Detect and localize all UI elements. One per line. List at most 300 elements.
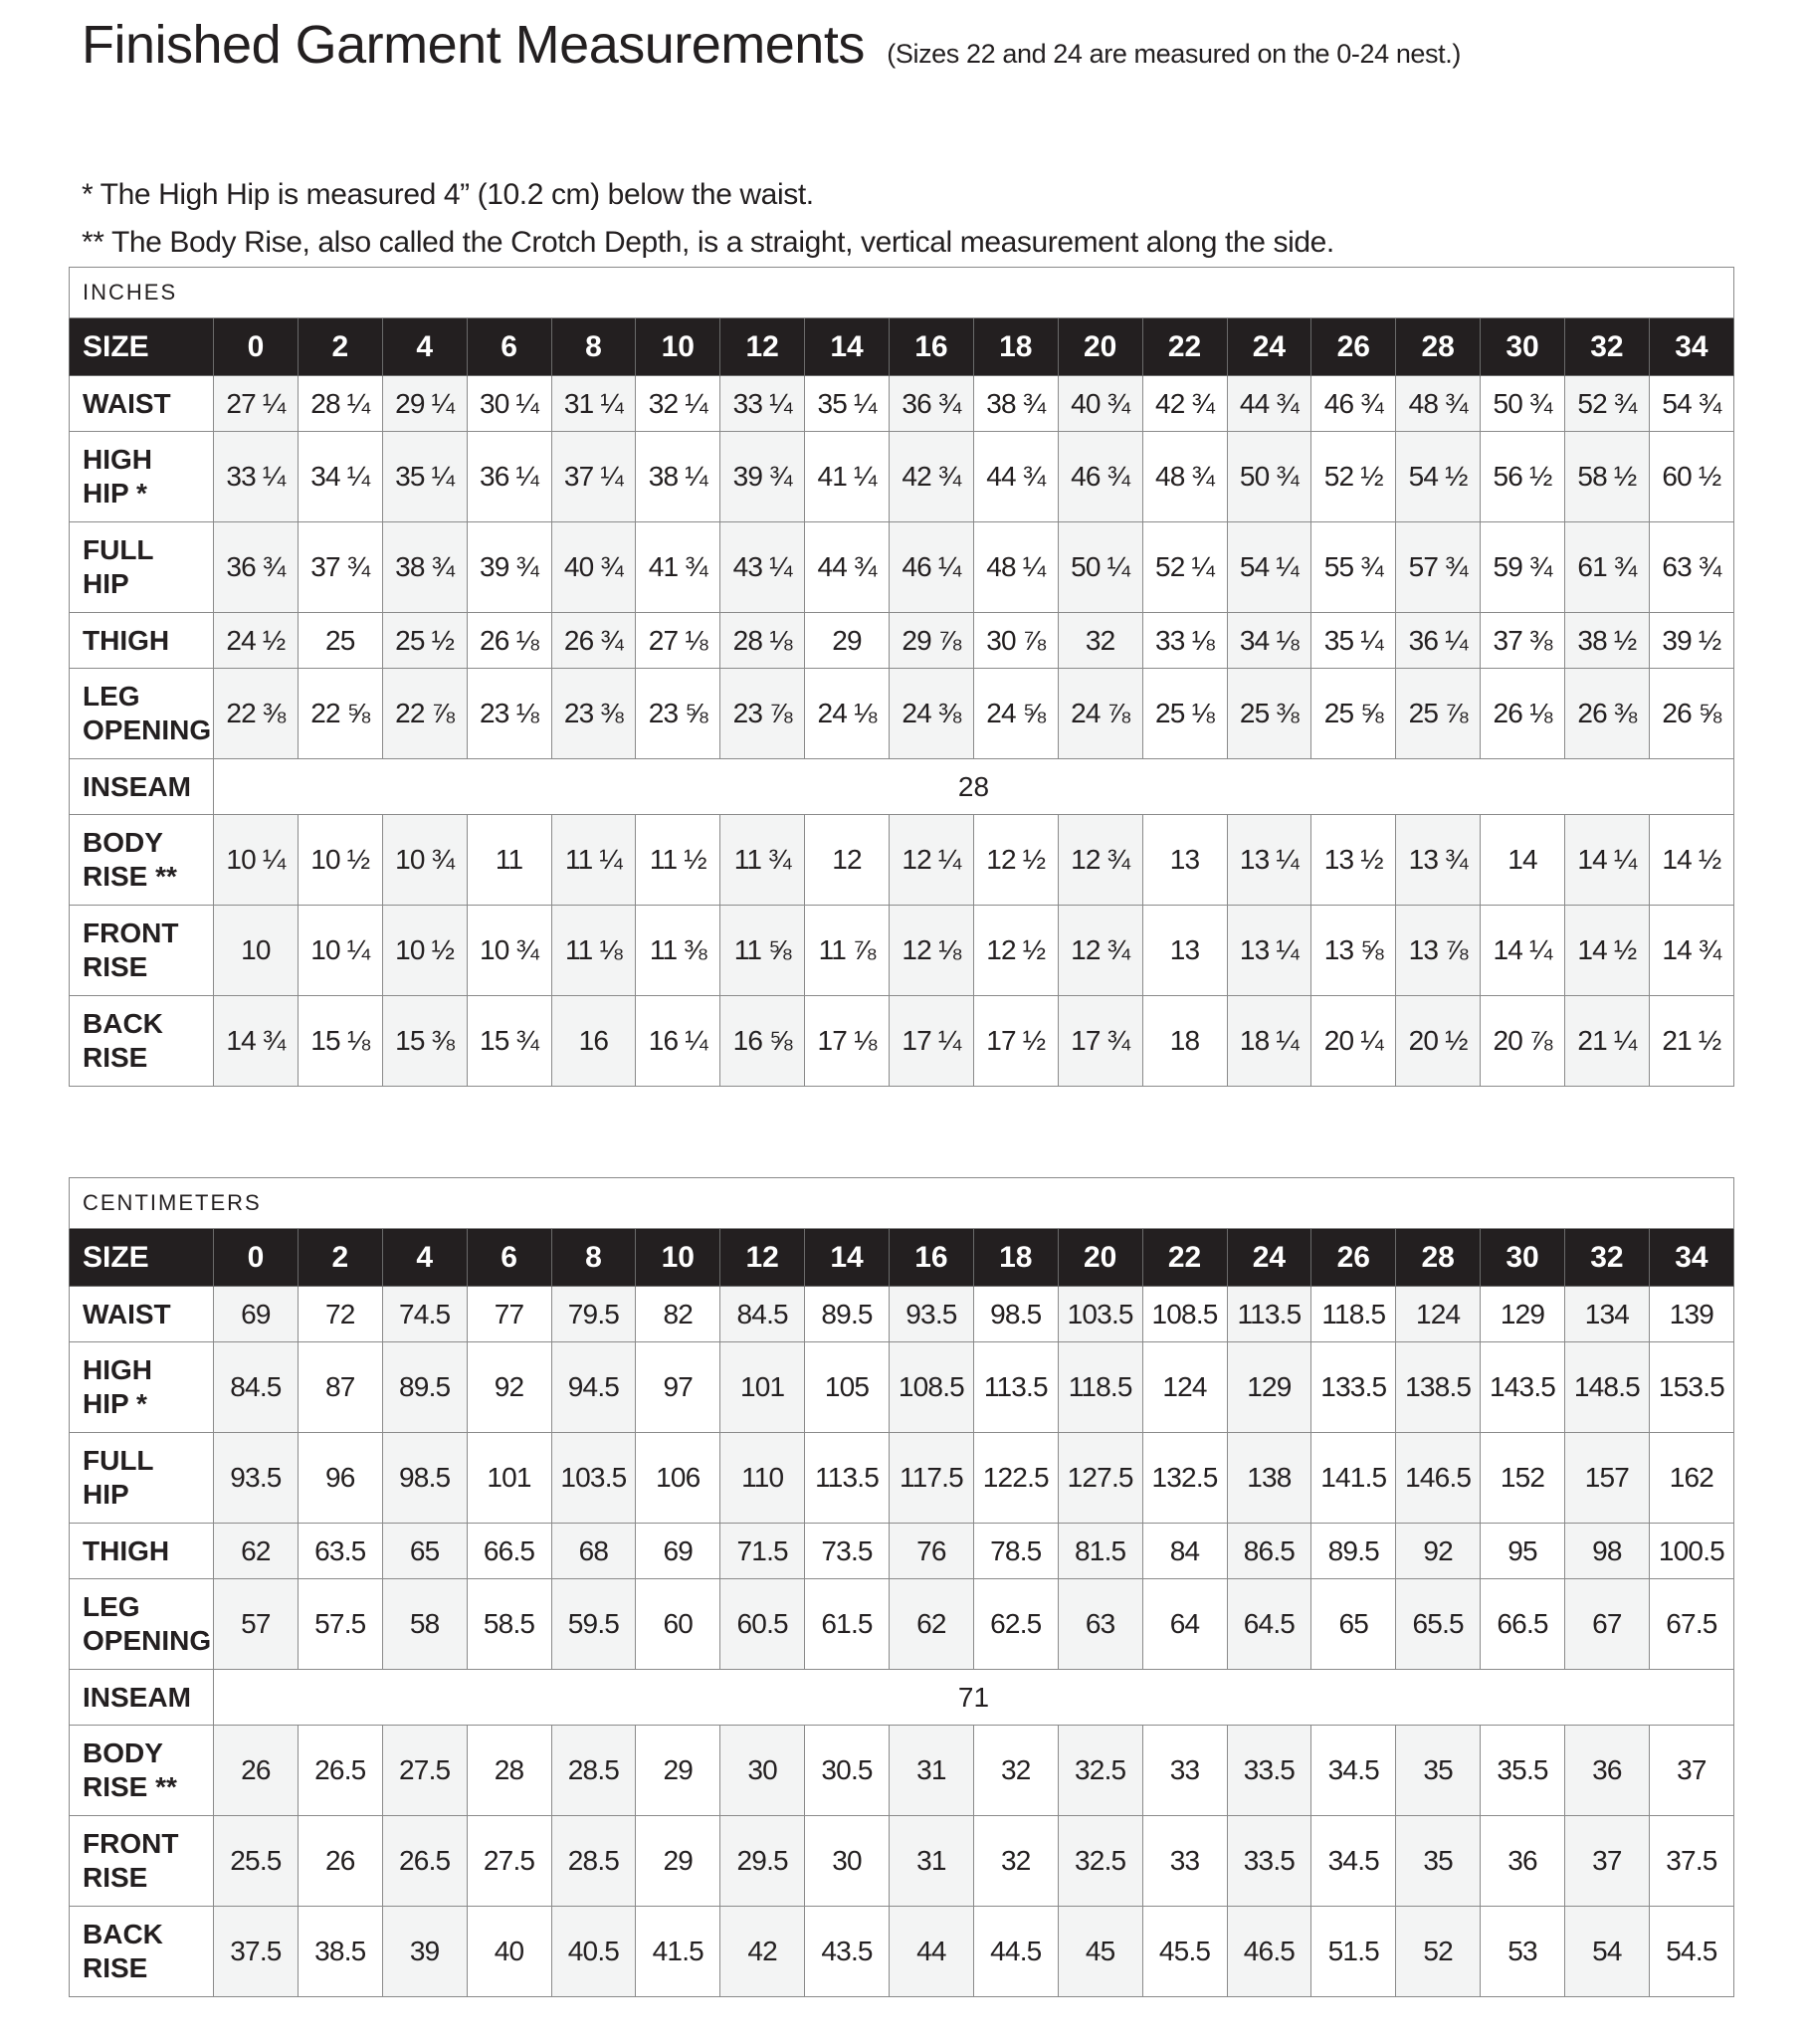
- table-cell: 36 ¼: [1396, 613, 1481, 669]
- table-cell: 32: [1058, 613, 1142, 669]
- table-cell: 17 ¾: [1058, 996, 1142, 1087]
- table-cell: 26.5: [382, 1816, 467, 1907]
- table-cell: 17 ½: [973, 996, 1058, 1087]
- table-row-body-rise: [70, 1726, 1734, 1816]
- size-header-0: 0: [214, 318, 299, 376]
- table-cell: 17 ⅛: [805, 996, 890, 1087]
- row-label-line: HIP: [83, 1479, 129, 1510]
- size-header-28: 28: [1396, 1229, 1481, 1287]
- row-label-line: THIGH: [83, 1534, 170, 1566]
- table-cell: 36: [1481, 1816, 1565, 1907]
- table-cell: 65: [382, 1524, 467, 1579]
- table-cell: 138.5: [1396, 1342, 1481, 1433]
- table-cell: 68: [551, 1524, 636, 1579]
- table-cell: 38 ¾: [973, 376, 1058, 432]
- table-cell: 29.5: [720, 1816, 805, 1907]
- table-cell: 16 ⅝: [720, 996, 805, 1087]
- table-cell: 37: [1649, 1726, 1733, 1816]
- row-label-line: WAIST: [83, 1298, 171, 1329]
- table-cell: 34.5: [1311, 1726, 1396, 1816]
- table-cell: 65.5: [1396, 1579, 1481, 1670]
- table-cell: 62.5: [973, 1579, 1058, 1670]
- size-header-20: 20: [1058, 1229, 1142, 1287]
- table-cell: 23 ⅜: [551, 669, 636, 759]
- table-cell: 35.5: [1481, 1726, 1565, 1816]
- table-cell: 13 ⅞: [1396, 906, 1481, 996]
- table-cell: 26.5: [298, 1726, 382, 1816]
- size-header-24: 24: [1227, 1229, 1311, 1287]
- size-header-14: 14: [805, 318, 890, 376]
- table-row-full-hip: [70, 522, 1734, 613]
- table-cell: 36 ¼: [467, 432, 551, 522]
- table-cell: 36 ¾: [890, 376, 974, 432]
- table-cell: 25 ½: [382, 613, 467, 669]
- row-label: [70, 432, 214, 522]
- table-cell: 26: [298, 1816, 382, 1907]
- table-cell: 17 ¼: [890, 996, 974, 1087]
- table-cell: 46 ¾: [1311, 376, 1396, 432]
- row-label-line: RISE: [83, 1862, 148, 1893]
- table-cell: 37 ¼: [551, 432, 636, 522]
- table-cell: 33 ⅛: [1142, 613, 1227, 669]
- table-cell: 32: [973, 1816, 1058, 1907]
- table-cell: 44: [890, 1907, 974, 1997]
- size-header-30: 30: [1481, 318, 1565, 376]
- row-label: [70, 1579, 214, 1670]
- table-cell: 36 ¾: [214, 522, 299, 613]
- table-cell: 27.5: [382, 1726, 467, 1816]
- size-header-30: 30: [1481, 1229, 1565, 1287]
- table-cell: 10 ½: [382, 906, 467, 996]
- table-cell: 64.5: [1227, 1579, 1311, 1670]
- table-cell: 89.5: [382, 1342, 467, 1433]
- table-cell: 36: [1565, 1726, 1650, 1816]
- table-cell: 29 ¼: [382, 376, 467, 432]
- table-cell: 79.5: [551, 1287, 636, 1342]
- table-cell: 24 ⅛: [805, 669, 890, 759]
- row-label: [70, 1524, 214, 1579]
- table-cell: 20 ¼: [1311, 996, 1396, 1087]
- size-header-8: 8: [551, 1229, 636, 1287]
- table-cell: 35: [1396, 1726, 1481, 1816]
- size-header-16: 16: [890, 318, 974, 376]
- table-cell: 14 ½: [1565, 906, 1650, 996]
- row-label-line: HIGH: [83, 444, 152, 475]
- table-cell: 13: [1142, 906, 1227, 996]
- table-row-waist: [70, 1287, 1734, 1342]
- table-cell: 54.5: [1649, 1907, 1733, 1997]
- table-cell: 34.5: [1311, 1816, 1396, 1907]
- table-cell: 93.5: [214, 1433, 299, 1524]
- row-label-line: RISE **: [83, 861, 177, 892]
- table-cell: 12 ½: [973, 815, 1058, 906]
- table-cell: 41 ¾: [636, 522, 720, 613]
- row-label-line: WAIST: [83, 387, 171, 419]
- table-cell: 56 ½: [1481, 432, 1565, 522]
- table-cell: 129: [1481, 1287, 1565, 1342]
- table-cell: 11 ¾: [720, 815, 805, 906]
- table-cell: 28 ⅛: [720, 613, 805, 669]
- row-label-line: FULL: [83, 534, 154, 565]
- size-header-row: [70, 1229, 1734, 1287]
- table-cell: 42: [720, 1907, 805, 1997]
- row-label-line: HIP *: [83, 1388, 147, 1419]
- table-cell: 26 ⅛: [1481, 669, 1565, 759]
- table-cell: 76: [890, 1524, 974, 1579]
- table-cell: 55 ¾: [1311, 522, 1396, 613]
- table-cell: 29: [636, 1816, 720, 1907]
- row-label-line: HIGH: [83, 1354, 152, 1385]
- size-header-18: 18: [973, 1229, 1058, 1287]
- table-cell: 132.5: [1142, 1433, 1227, 1524]
- table-cell: 38 ½: [1565, 613, 1650, 669]
- table-cell: 60: [636, 1579, 720, 1670]
- row-label-line: LEG: [83, 681, 140, 712]
- table-cell: 52 ½: [1311, 432, 1396, 522]
- table-cell: 67: [1565, 1579, 1650, 1670]
- table-cell: 26 ¾: [551, 613, 636, 669]
- size-header-28: 28: [1396, 318, 1481, 376]
- table-cell: 67.5: [1649, 1579, 1733, 1670]
- row-label-line: LEG: [83, 1591, 140, 1622]
- size-header-12: 12: [720, 1229, 805, 1287]
- table-cell: 69: [636, 1524, 720, 1579]
- table-cell: 63 ¾: [1649, 522, 1733, 613]
- table-cell: 157: [1565, 1433, 1650, 1524]
- table-cell: 57: [214, 1579, 299, 1670]
- row-label-line: THIGH: [83, 624, 170, 656]
- table-cell: 108.5: [1142, 1287, 1227, 1342]
- table-cell: 16 ¼: [636, 996, 720, 1087]
- table-cell: 48 ¾: [1142, 432, 1227, 522]
- table-cell: 31: [890, 1726, 974, 1816]
- table-cell: 12 ⅛: [890, 906, 974, 996]
- row-label-line: FULL: [83, 1445, 154, 1476]
- row-label-line: INSEAM: [83, 770, 191, 802]
- table-cell: 24 ⅜: [890, 669, 974, 759]
- table-row-leg-opening: [70, 669, 1734, 759]
- table-cell: 138: [1227, 1433, 1311, 1524]
- table-cell: 41 ¼: [805, 432, 890, 522]
- size-header-32: 32: [1565, 1229, 1650, 1287]
- table-cell: 40 ¾: [551, 522, 636, 613]
- table-cell: 33 ¼: [720, 376, 805, 432]
- table-cell: 93.5: [890, 1287, 974, 1342]
- table-cell: 28.5: [551, 1816, 636, 1907]
- table-cell: 44 ¾: [1227, 376, 1311, 432]
- table-cell: 12 ½: [973, 906, 1058, 996]
- table-cell: 41.5: [636, 1907, 720, 1997]
- row-label: [70, 906, 214, 996]
- row-label-line: RISE: [83, 951, 148, 982]
- table-cell: 51.5: [1311, 1907, 1396, 1997]
- table-cell: 15 ¾: [467, 996, 551, 1087]
- table-cell: 124: [1142, 1342, 1227, 1433]
- table-cell: 14 ¼: [1565, 815, 1650, 906]
- size-header-20: 20: [1058, 318, 1142, 376]
- table-cell: 58 ½: [1565, 432, 1650, 522]
- table-cell: 11 ¼: [551, 815, 636, 906]
- table-caption: CENTIMETERS: [70, 1178, 1734, 1229]
- table-cell: 24 ⅝: [973, 669, 1058, 759]
- table-cell: 48 ¼: [973, 522, 1058, 613]
- row-label-line: INSEAM: [83, 1681, 191, 1713]
- table-row-leg-opening: [70, 1579, 1734, 1670]
- table-cell: 101: [720, 1342, 805, 1433]
- table-cell-all-sizes: 28: [214, 759, 1734, 815]
- table-cell: 39 ¾: [467, 522, 551, 613]
- table-cell: 33.5: [1227, 1816, 1311, 1907]
- row-label: [70, 815, 214, 906]
- size-header-16: 16: [890, 1229, 974, 1287]
- table-cell: 48 ¾: [1396, 376, 1481, 432]
- size-header-18: 18: [973, 318, 1058, 376]
- table-cell: 162: [1649, 1433, 1733, 1524]
- table-cell: 30 ¼: [467, 376, 551, 432]
- size-header-22: 22: [1142, 318, 1227, 376]
- table-cell: 118.5: [1058, 1342, 1142, 1433]
- table-cell: 20 ⅞: [1481, 996, 1565, 1087]
- size-header-2: 2: [298, 318, 382, 376]
- table-cell: 53: [1481, 1907, 1565, 1997]
- table-cell: 27 ¼: [214, 376, 299, 432]
- table-cell-all-sizes: 71: [214, 1670, 1734, 1726]
- table-cell: 28: [467, 1726, 551, 1816]
- row-label-line: FRONT: [83, 1828, 179, 1859]
- row-label-line: OPENING: [83, 1625, 212, 1656]
- table-cell: 50 ¼: [1058, 522, 1142, 613]
- row-label-line: BACK: [83, 1008, 163, 1039]
- size-header-24: 24: [1227, 318, 1311, 376]
- size-header-12: 12: [720, 318, 805, 376]
- table-cell: 11: [467, 815, 551, 906]
- size-header-4: 4: [382, 1229, 467, 1287]
- size-header-26: 26: [1311, 1229, 1396, 1287]
- row-label-line: OPENING: [83, 715, 212, 745]
- table-cell: 10 ¾: [467, 906, 551, 996]
- table-row-waist: [70, 376, 1734, 432]
- row-label: [70, 1287, 214, 1342]
- table-cell: 38.5: [298, 1907, 382, 1997]
- table-cell: 21 ½: [1649, 996, 1733, 1087]
- table-cell: 34 ⅛: [1227, 613, 1311, 669]
- row-label: [70, 1670, 214, 1726]
- table-cell: 105: [805, 1342, 890, 1433]
- table-cell: 110: [720, 1433, 805, 1524]
- table-cell: 64: [1142, 1579, 1227, 1670]
- table-cell: 54 ¾: [1649, 376, 1733, 432]
- table-cell: 15 ⅛: [298, 996, 382, 1087]
- table-cell: 113.5: [973, 1342, 1058, 1433]
- table-cell: 101: [467, 1433, 551, 1524]
- table-cell: 24 ½: [214, 613, 299, 669]
- table-cell: 35 ¼: [1311, 613, 1396, 669]
- table-cell: 98.5: [382, 1433, 467, 1524]
- table-cell: 25 ⅜: [1227, 669, 1311, 759]
- table-cell: 129: [1227, 1342, 1311, 1433]
- row-label: [70, 996, 214, 1087]
- table-cell: 89.5: [1311, 1524, 1396, 1579]
- table-cell: 106: [636, 1433, 720, 1524]
- table-cell: 62: [214, 1524, 299, 1579]
- table-cell: 10 ¾: [382, 815, 467, 906]
- table-cell: 139: [1649, 1287, 1733, 1342]
- table-cell: 62: [890, 1579, 974, 1670]
- table-cell: 10 ¼: [214, 815, 299, 906]
- row-label-line: HIP *: [83, 478, 147, 509]
- table-cell: 45.5: [1142, 1907, 1227, 1997]
- table-cell: 92: [467, 1342, 551, 1433]
- size-header-row: [70, 318, 1734, 376]
- table-cell: 57.5: [298, 1579, 382, 1670]
- table-cell: 153.5: [1649, 1342, 1733, 1433]
- table-row-body-rise: [70, 815, 1734, 906]
- table-cell: 26: [214, 1726, 299, 1816]
- table-cell: 43 ¼: [720, 522, 805, 613]
- table-cell: 33: [1142, 1816, 1227, 1907]
- table-cell: 61 ¾: [1565, 522, 1650, 613]
- table-cell: 22 ⅞: [382, 669, 467, 759]
- table-cell: 78.5: [973, 1524, 1058, 1579]
- table-cell: 46 ¼: [890, 522, 974, 613]
- table-cell: 39 ½: [1649, 613, 1733, 669]
- table-cell: 26 ⅜: [1565, 669, 1650, 759]
- row-label-line: RISE: [83, 1952, 148, 1983]
- table-cell: 14 ¾: [1649, 906, 1733, 996]
- table-cell: 12 ¾: [1058, 906, 1142, 996]
- size-header-label: SIZE: [70, 318, 214, 376]
- table-cell: 10: [214, 906, 299, 996]
- table-cell: 18: [1142, 996, 1227, 1087]
- table-cell: 13 ¼: [1227, 815, 1311, 906]
- row-label-line: BODY: [83, 827, 163, 858]
- table-cell: 52 ¾: [1565, 376, 1650, 432]
- table-cell: 26 ⅛: [467, 613, 551, 669]
- size-header-26: 26: [1311, 318, 1396, 376]
- table-cell: 46.5: [1227, 1907, 1311, 1997]
- table-cell: 27.5: [467, 1816, 551, 1907]
- table-cell: 86.5: [1227, 1524, 1311, 1579]
- size-header-10: 10: [636, 318, 720, 376]
- table-row-inseam: [70, 1670, 1734, 1726]
- table-cell: 25 ⅝: [1311, 669, 1396, 759]
- table-cell: 59.5: [551, 1579, 636, 1670]
- table-cell: 30 ⅞: [973, 613, 1058, 669]
- table-cell: 50 ¾: [1481, 376, 1565, 432]
- table-cell: 40 ¾: [1058, 376, 1142, 432]
- table-cell: 98.5: [973, 1287, 1058, 1342]
- table-cell: 148.5: [1565, 1342, 1650, 1433]
- table-cell: 30.5: [805, 1726, 890, 1816]
- table-cell: 152: [1481, 1433, 1565, 1524]
- size-header-32: 32: [1565, 318, 1650, 376]
- table-cell: 38 ¼: [636, 432, 720, 522]
- size-header-6: 6: [467, 1229, 551, 1287]
- table-cell: 27 ⅛: [636, 613, 720, 669]
- row-label-line: HIP: [83, 568, 129, 599]
- table-cell: 35 ¼: [382, 432, 467, 522]
- table-cell: 14 ¾: [214, 996, 299, 1087]
- table-cell: 61.5: [805, 1579, 890, 1670]
- page-heading: [82, 14, 1461, 76]
- table-row-back-rise: [70, 996, 1734, 1087]
- size-header-34: 34: [1649, 318, 1733, 376]
- table-cell: 37: [1565, 1816, 1650, 1907]
- table-cell: 24 ⅞: [1058, 669, 1142, 759]
- row-label: [70, 669, 214, 759]
- table-cell: 18 ¼: [1227, 996, 1311, 1087]
- table-cell: 73.5: [805, 1524, 890, 1579]
- row-label-line: RISE: [83, 1042, 148, 1073]
- row-label: [70, 1816, 214, 1907]
- table-cell: 25 ⅞: [1396, 669, 1481, 759]
- table-cell: 13 ¼: [1227, 906, 1311, 996]
- table-cell: 141.5: [1311, 1433, 1396, 1524]
- table-cell: 29: [805, 613, 890, 669]
- table-cell: 32.5: [1058, 1816, 1142, 1907]
- table-cell: 28.5: [551, 1726, 636, 1816]
- table-cell: 33: [1142, 1726, 1227, 1816]
- table-cell: 16: [551, 996, 636, 1087]
- table-cell: 14: [1481, 815, 1565, 906]
- table-cell: 35 ¼: [805, 376, 890, 432]
- table-cell: 33.5: [1227, 1726, 1311, 1816]
- table-caption: INCHES: [70, 268, 1734, 318]
- size-header-2: 2: [298, 1229, 382, 1287]
- table-cell: 108.5: [890, 1342, 974, 1433]
- table-cell: 38 ¾: [382, 522, 467, 613]
- table-cell: 12: [805, 815, 890, 906]
- row-label: [70, 1342, 214, 1433]
- table-cell: 146.5: [1396, 1433, 1481, 1524]
- table-cell: 14 ¼: [1481, 906, 1565, 996]
- table-cell: 81.5: [1058, 1524, 1142, 1579]
- table-cell: 72: [298, 1287, 382, 1342]
- table-cell: 71.5: [720, 1524, 805, 1579]
- table-cell: 23 ⅞: [720, 669, 805, 759]
- table-cell: 29 ⅞: [890, 613, 974, 669]
- table-cell: 60.5: [720, 1579, 805, 1670]
- table-cell: 52: [1396, 1907, 1481, 1997]
- row-label: [70, 1433, 214, 1524]
- row-label-line: FRONT: [83, 918, 179, 948]
- size-header-34: 34: [1649, 1229, 1733, 1287]
- table-cell: 65: [1311, 1579, 1396, 1670]
- table-cell: 42 ¾: [1142, 376, 1227, 432]
- table-row-thigh: [70, 1524, 1734, 1579]
- table-cell: 84.5: [720, 1287, 805, 1342]
- table-cell: 77: [467, 1287, 551, 1342]
- table-cell: 12 ¼: [890, 815, 974, 906]
- row-label: [70, 376, 214, 432]
- table-cell: 43.5: [805, 1907, 890, 1997]
- table-cell: 40: [467, 1907, 551, 1997]
- table-cell: 98: [1565, 1524, 1650, 1579]
- table-cell: 37.5: [214, 1907, 299, 1997]
- table-cell: 35: [1396, 1816, 1481, 1907]
- table-cell: 30: [720, 1726, 805, 1816]
- table-cell: 10 ½: [298, 815, 382, 906]
- table-cell: 39 ¾: [720, 432, 805, 522]
- page-subtitle: (Sizes 22 and 24 are measured on the 0-24 nest.): [887, 39, 1461, 69]
- table-cell: 11 ⅛: [551, 906, 636, 996]
- table-cell: 13: [1142, 815, 1227, 906]
- table-cell: 44 ¾: [805, 522, 890, 613]
- table-row-back-rise: [70, 1907, 1734, 1997]
- table-cell: 20 ½: [1396, 996, 1481, 1087]
- table-row-front-rise: [70, 906, 1734, 996]
- table-row-inseam: [70, 759, 1734, 815]
